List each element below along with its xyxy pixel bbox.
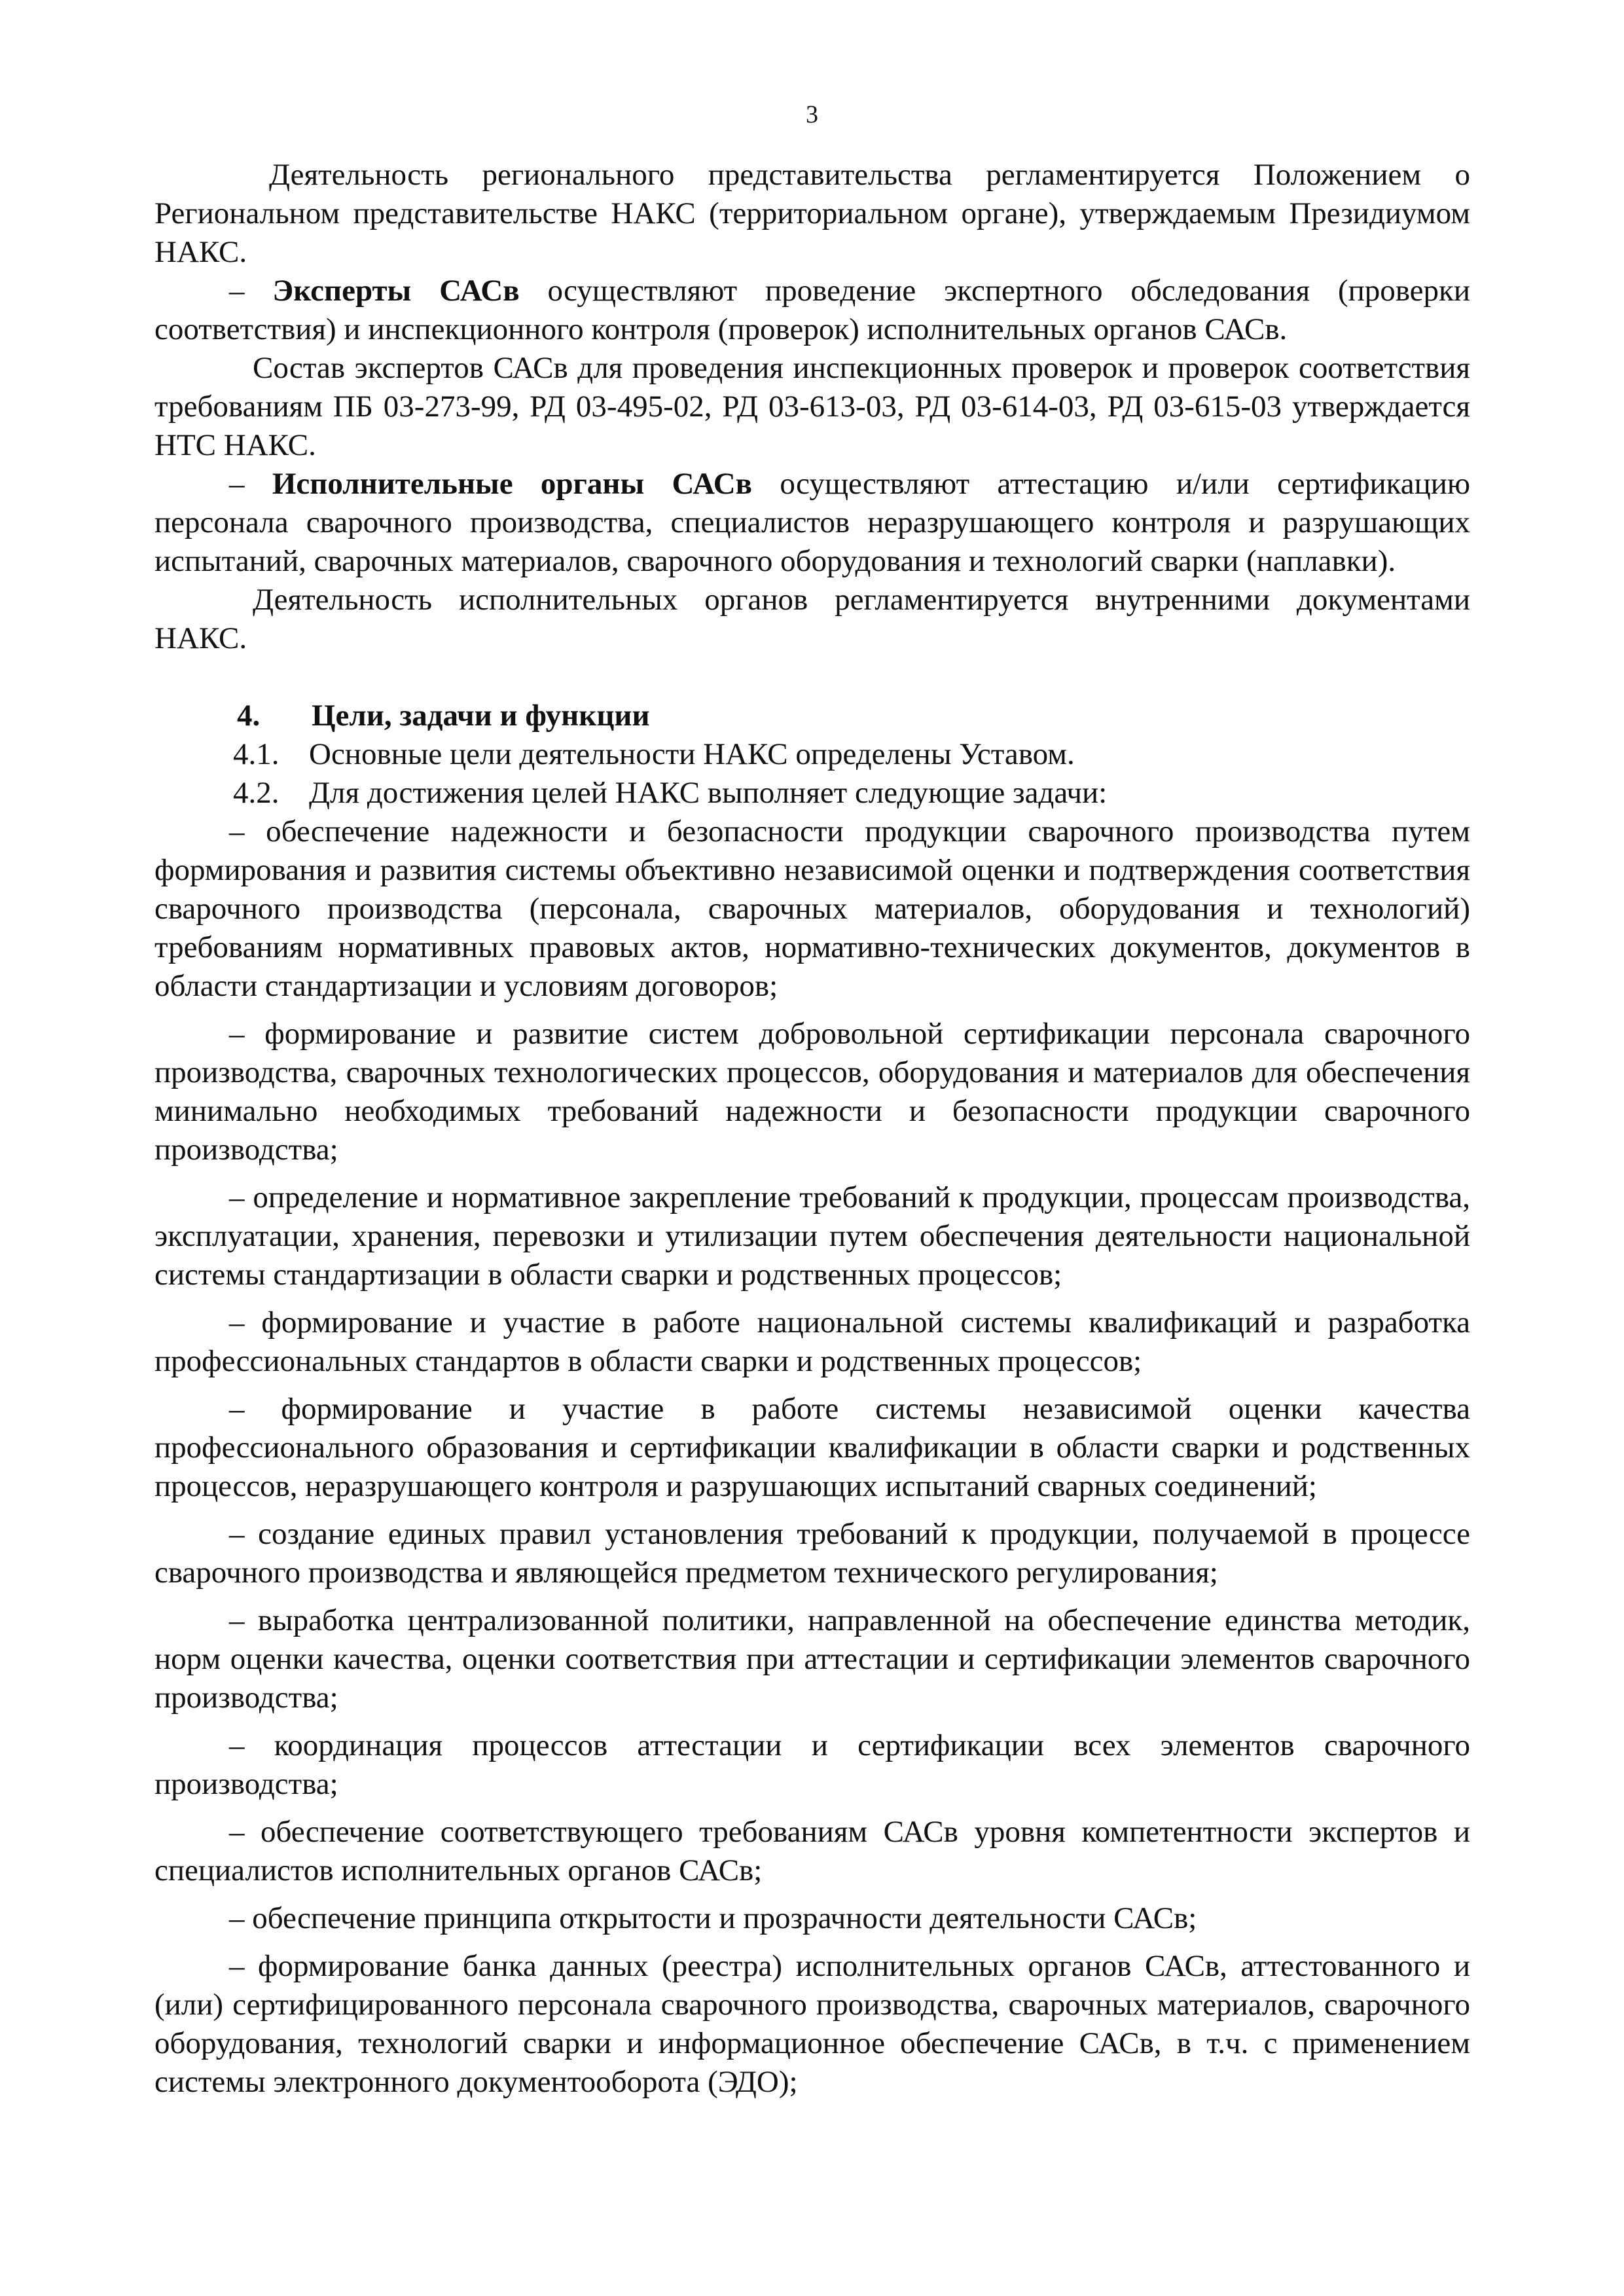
- clause-number: 4.2.: [233, 776, 280, 810]
- clause-number: 4.1.: [233, 737, 280, 771]
- experts-description: осуществляют проведение экспертного обследования (проверки соответствия) и инспекционного контроля (проверок) исполнительных органов САСв.: [154, 274, 1471, 346]
- executive-bodies-description: осуществляют аттестацию и/или сертификацию персонала сварочного производства, специалистов неразрушающего контроля и разрушающих испытаний, сварочных материалов, сварочного оборудования и технологий сварки (наплавки).: [154, 467, 1471, 578]
- task-item: – формирование банка данных (реестра) исполнительных органов САСв, аттестованного и (или) сертифицированного персонала сварочного производства, сварочных материалов, сварочного оборудования, технологий сварки и информационное обеспечение САСв, в т.ч. с применением системы электронного документооборота (ЭДО);: [154, 1949, 1470, 2099]
- task-item: – формирование и участие в работе национальной системы квалификаций и разработка профессиональных стандартов в области сварки и родственных процессов;: [154, 1305, 1470, 1378]
- task-item: – обеспечение надежности и безопасности продукции сварочного производства путем формирования и развития системы объективно независимой оценки и подтверждения соответствия сварочного производства (персонала, сварочных материалов, оборудования и технологий) требованиям нормативных правовых актов, нормативно-технических документов, документов в области стандартизации и условиям договоров;: [154, 814, 1470, 1003]
- paragraph-regional-office: Деятельность регионального представительства регламентируется Положением о Региональном представительстве НАКС (территориальном органе), утверждаемым Президиумом НАКС.: [154, 158, 1470, 269]
- clause-text: Основные цели деятельности НАКС определены Уставом.: [309, 737, 1075, 771]
- task-item: – обеспечение принципа открытости и прозрачности деятельности САСв;: [229, 1901, 1197, 1935]
- task-item: – обеспечение соответствующего требованиям САСв уровня компетентности экспертов и специалистов исполнительных органов САСв;: [154, 1815, 1470, 1887]
- paragraph-executive-regulation: Деятельность исполнительных органов регламентируется внутренними документами НАКС.: [154, 583, 1470, 655]
- clause-4-1: [154, 735, 1470, 774]
- paragraph-executive-bodies: – Исполнительные органы САСв осуществляют аттестацию и/или сертификацию персонала сварочного производства, специалистов неразрушающего контроля и разрушающих испытаний, сварочных материалов, сварочного оборудования и технологий сварки (наплавки).: [154, 467, 1471, 578]
- task-item: – координация процессов аттестации и сертификации всех элементов сварочного производства;: [154, 1728, 1470, 1801]
- section-number: 4.: [237, 699, 261, 733]
- clause-4-2: [154, 774, 1470, 812]
- task-item: – выработка централизованной политики, направленной на обеспечение единства методик, норм оценки качества, оценки соответствия при аттестации и сертификации элементов сварочного производства;: [154, 1603, 1470, 1715]
- paragraph-experts-composition: Состав экспертов САСв для проведения инспекционных проверок и проверок соответствия требованиям ПБ 03-273-99, РД 03-495-02, РД 03-613-03, РД 03-614-03, РД 03-615-03 утверждается НТС НАКС.: [154, 351, 1470, 462]
- section-heading: [154, 697, 1470, 735]
- section-title: Цели, задачи и функции: [312, 699, 650, 733]
- task-item: – определение и нормативное закрепление требований к продукции, процессам производства, эксплуатации, хранения, перевозки и утилизации путем обеспечения деятельности национальной системы стандартизации в области сварки и родственных процессов;: [154, 1180, 1470, 1292]
- term-executive-bodies: Исполнительные органы САСв: [272, 467, 753, 501]
- document-body: [154, 156, 1470, 2102]
- task-item: – создание единых правил установления требований к продукции, получаемой в процессе сварочного производства и являющейся предметом технического регулирования;: [154, 1517, 1470, 1590]
- clause-text: Для достижения целей НАКС выполняет следующие задачи:: [309, 776, 1108, 810]
- task-item: – формирование и развитие систем добровольной сертификации персонала сварочного производства, сварочных технологических процессов, оборудования и материалов для обеспечения минимально необходимых требований надежности и безопасности продукции сварочного производства;: [154, 1017, 1470, 1167]
- paragraph-experts: – Эксперты САСв осуществляют проведение экспертного обследования (проверки соответствия) и инспекционного контроля (проверок) исполнительных органов САСв.: [154, 274, 1471, 346]
- page-number: 3: [806, 101, 818, 128]
- term-experts: Эксперты САСв: [272, 274, 520, 308]
- task-item: – формирование и участие в работе системы независимой оценки качества профессионального образования и сертификации квалификации в области сварки и родственных процессов, неразрушающего контроля и разрушающих испытаний сварных соединений;: [154, 1392, 1470, 1503]
